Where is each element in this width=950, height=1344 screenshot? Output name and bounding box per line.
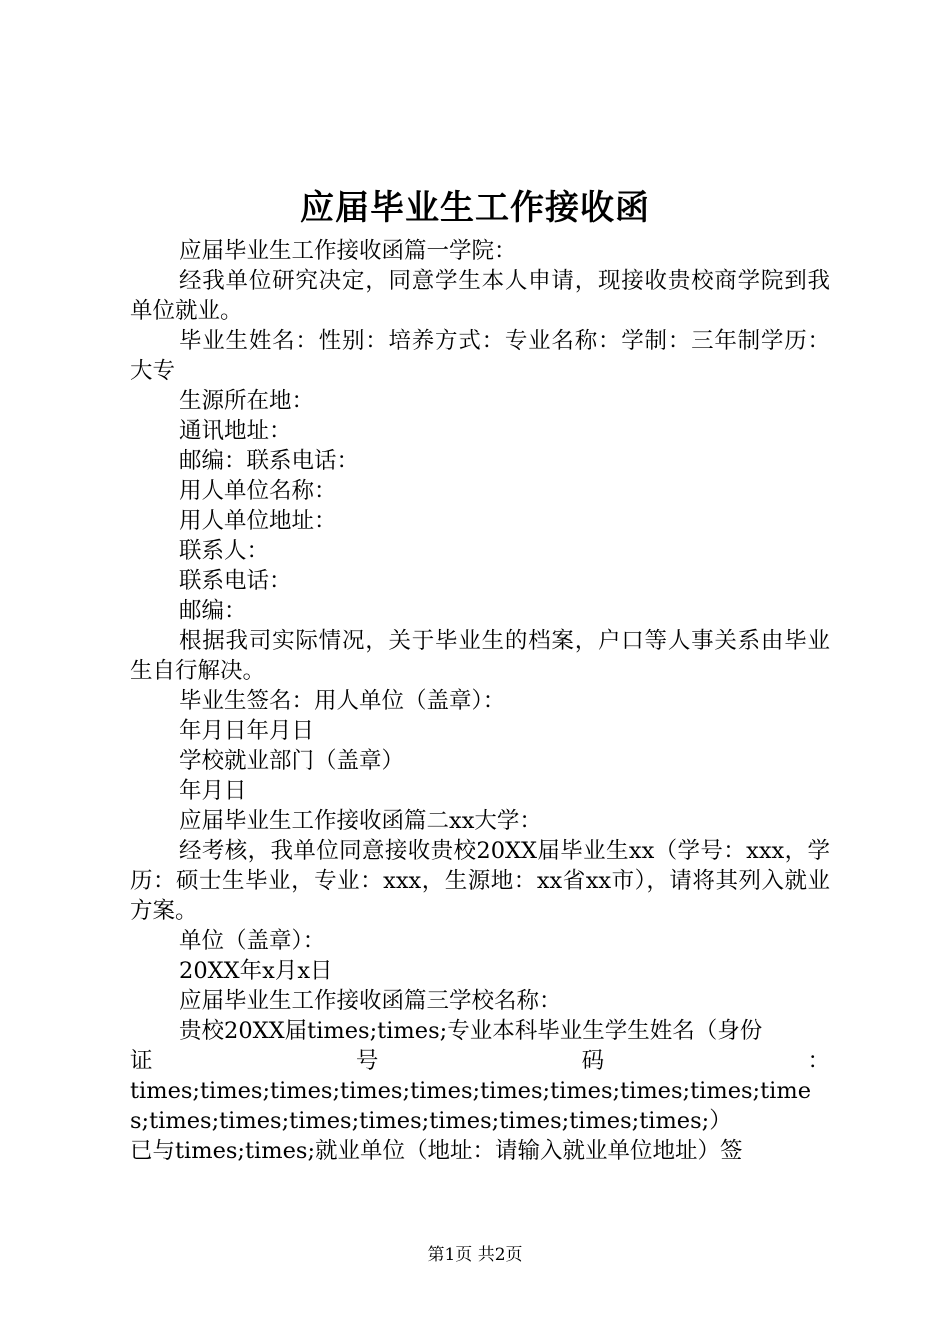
paragraph-final-line-4: 已与times;times;就业单位（地址：请输入就业单位地址）签	[130, 1138, 743, 1164]
paragraph-heading-2: 应届毕业生工作接收函篇二xx大学：	[179, 808, 542, 834]
paragraph-postcode-phone: 邮编：联系电话：	[179, 448, 360, 474]
paragraph-origin: 生源所在地：	[179, 388, 315, 414]
paragraph-final-line-3: times;times;times;times;times;times;times;times;times;times;times;times;times;times;times;times;times;times;）	[130, 1078, 812, 1134]
document-body	[130, 236, 830, 1166]
paragraph-acceptance-statement: 经我单位研究决定，同意学生本人申请，现接收贵校商学院到我单位就业。	[130, 268, 830, 324]
page-footer: 第1页 共2页	[427, 1245, 523, 1265]
paragraph-heading-3: 应届毕业生工作接收函篇三学校名称：	[179, 988, 562, 1014]
paragraph-final-line-1: 贵校20XX届times;times;专业本科毕业生学生姓名（身份	[179, 1018, 763, 1044]
paragraph-contact-phone: 联系电话：	[179, 568, 292, 594]
paragraph-records-note: 根据我司实际情况，关于毕业生的档案，户口等人事关系由毕业生自行解决。	[130, 628, 830, 684]
paragraph-mailing-address: 通讯地址：	[179, 418, 292, 444]
paragraph-final-line-2: 证号码：	[130, 1048, 830, 1074]
paragraph-dates: 年月日年月日	[179, 718, 315, 744]
paragraph-heading-1: 应届毕业生工作接收函篇一学院：	[179, 238, 517, 264]
paragraph-contact-person: 联系人：	[179, 538, 270, 564]
document-title: 应届毕业生工作接收函	[300, 188, 650, 228]
paragraph-employer-name: 用人单位名称：	[179, 478, 337, 504]
paragraph-employer-address: 用人单位地址：	[179, 508, 337, 534]
paragraph-school-department: 学校就业部门（盖章）	[179, 748, 405, 774]
paragraph-assessment: 经考核，我单位同意接收贵校20XX届毕业生xx（学号：xxx，学历：硕士生毕业，专业：xxx，生源地：xx省xx市），请将其列入就业方案。	[130, 838, 830, 924]
paragraph-graduate-info: 毕业生姓名：性别：培养方式：专业名称：学制：三年制学历：大专	[130, 328, 830, 384]
paragraph-unit-seal: 单位（盖章）：	[179, 928, 326, 954]
paragraph-unit-date: 20XX年x月x日	[179, 958, 333, 984]
paragraph-signatures: 毕业生签名：用人单位（盖章）：	[179, 688, 506, 714]
paragraph-postcode: 邮编：	[179, 598, 247, 624]
paragraph-date: 年月日	[179, 778, 247, 804]
